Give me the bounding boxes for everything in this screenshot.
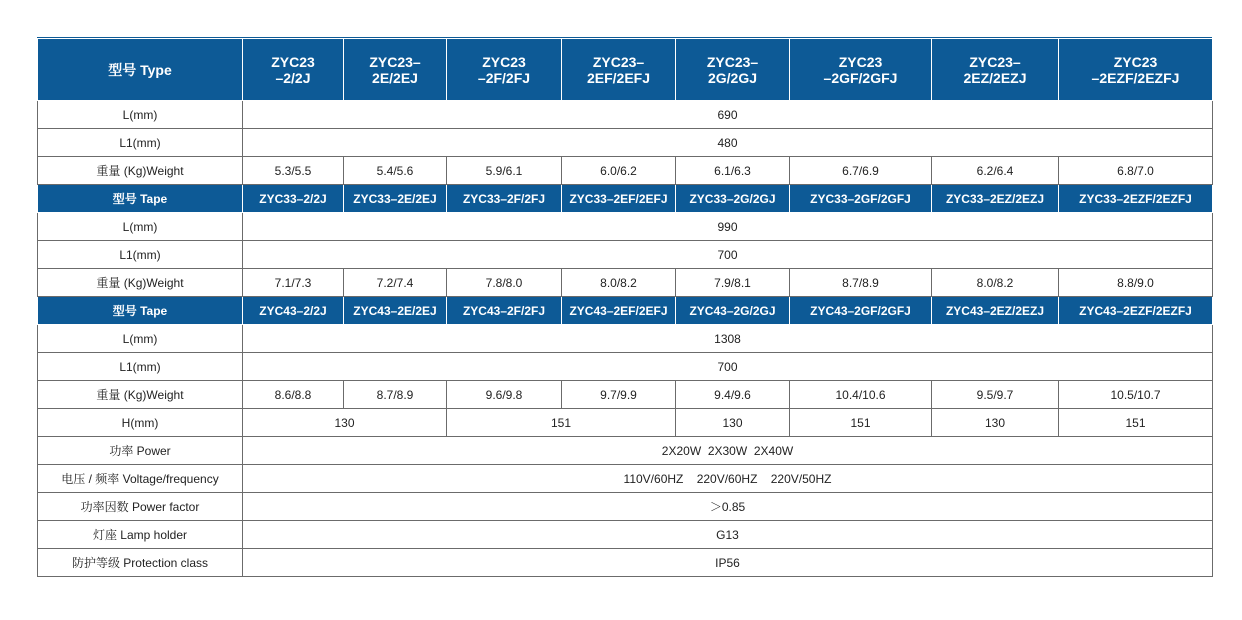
model-subheader: ZYC43–2F/2FJ [447, 297, 562, 325]
model-header: ZYC23 –2EZF/2EZFJ [1059, 39, 1213, 101]
table-row [38, 409, 1213, 437]
table-row [38, 353, 1213, 381]
cell-value: 130 [676, 409, 790, 437]
header-row [38, 39, 1213, 101]
cell-value: 2X20W 2X30W 2X40W [243, 437, 1213, 465]
row-label: 功率 Power [38, 437, 243, 465]
table-row [38, 241, 1213, 269]
cell-value: 5.4/5.6 [344, 157, 447, 185]
cell-value: 130 [243, 409, 447, 437]
row-label: 重量 (Kg)Weight [38, 381, 243, 409]
row-label: L(mm) [38, 101, 243, 129]
cell-value: 6.2/6.4 [932, 157, 1059, 185]
cell-value: 8.8/9.0 [1059, 269, 1213, 297]
cell-value: 690 [243, 101, 1213, 129]
cell-value: 9.6/9.8 [447, 381, 562, 409]
subheader-row [38, 297, 1213, 325]
table-row [38, 549, 1213, 577]
table-row [38, 213, 1213, 241]
cell-value: 990 [243, 213, 1213, 241]
model-subheader: ZYC43–2EZ/2EZJ [932, 297, 1059, 325]
model-subheader: ZYC33–2/2J [243, 185, 344, 213]
table-row [38, 521, 1213, 549]
row-label: 重量 (Kg)Weight [38, 269, 243, 297]
table-row [38, 129, 1213, 157]
cell-value: 151 [447, 409, 676, 437]
row-label: H(mm) [38, 409, 243, 437]
cell-value: 10.4/10.6 [790, 381, 932, 409]
cell-value: 130 [932, 409, 1059, 437]
row-label: 防护等级 Protection class [38, 549, 243, 577]
table-row [38, 381, 1213, 409]
table-row [38, 325, 1213, 353]
cell-value: 480 [243, 129, 1213, 157]
cell-value: 8.0/8.2 [932, 269, 1059, 297]
cell-value: 1308 [243, 325, 1213, 353]
model-header: ZYC23 –2GF/2GFJ [790, 39, 932, 101]
cell-value: 10.5/10.7 [1059, 381, 1213, 409]
cell-value: 700 [243, 241, 1213, 269]
cell-value: IP56 [243, 549, 1213, 577]
cell-value: 7.1/7.3 [243, 269, 344, 297]
row-label: L1(mm) [38, 241, 243, 269]
table-row [38, 465, 1213, 493]
table-row [38, 437, 1213, 465]
cell-value: 9.5/9.7 [932, 381, 1059, 409]
model-subheader: ZYC43–2/2J [243, 297, 344, 325]
table-row [38, 101, 1213, 129]
cell-value: 7.8/8.0 [447, 269, 562, 297]
row-label: 电压 / 频率 Voltage/frequency [38, 465, 243, 493]
cell-value: 8.7/8.9 [344, 381, 447, 409]
subheader-row [38, 185, 1213, 213]
cell-value: 9.4/9.6 [676, 381, 790, 409]
model-subheader: ZYC33–2EF/2EFJ [562, 185, 676, 213]
cell-value: 110V/60HZ 220V/60HZ 220V/50HZ [243, 465, 1213, 493]
model-subheader: ZYC33–2F/2FJ [447, 185, 562, 213]
cell-value: 8.0/8.2 [562, 269, 676, 297]
cell-value: 6.8/7.0 [1059, 157, 1213, 185]
cell-value: 6.7/6.9 [790, 157, 932, 185]
cell-value: 8.6/8.8 [243, 381, 344, 409]
model-subheader: ZYC43–2GF/2GFJ [790, 297, 932, 325]
model-subheader: ZYC33–2EZ/2EZJ [932, 185, 1059, 213]
spec-table [37, 38, 1213, 577]
cell-value: 5.3/5.5 [243, 157, 344, 185]
model-subheader: ZYC33–2E/2EJ [344, 185, 447, 213]
type-header-label: 型号 Type [38, 39, 243, 101]
model-header: ZYC23 –2/2J [243, 39, 344, 101]
table-row [38, 269, 1213, 297]
cell-value: ＞0.85 [243, 493, 1213, 521]
model-header: ZYC23– 2EF/2EFJ [562, 39, 676, 101]
model-subheader: ZYC33–2GF/2GFJ [790, 185, 932, 213]
cell-value: 9.7/9.9 [562, 381, 676, 409]
cell-value: 6.1/6.3 [676, 157, 790, 185]
model-subheader: ZYC43–2E/2EJ [344, 297, 447, 325]
cell-value: 6.0/6.2 [562, 157, 676, 185]
cell-value: 7.2/7.4 [344, 269, 447, 297]
cell-value: G13 [243, 521, 1213, 549]
row-label: L(mm) [38, 325, 243, 353]
model-subheader: ZYC43–2G/2GJ [676, 297, 790, 325]
table-row [38, 157, 1213, 185]
type-subheader-label: 型号 Tape [38, 185, 243, 213]
model-subheader: ZYC43–2EF/2EFJ [562, 297, 676, 325]
model-header: ZYC23 –2F/2FJ [447, 39, 562, 101]
row-label: L1(mm) [38, 129, 243, 157]
row-label: 重量 (Kg)Weight [38, 157, 243, 185]
row-label: L(mm) [38, 213, 243, 241]
cell-value: 7.9/8.1 [676, 269, 790, 297]
cell-value: 5.9/6.1 [447, 157, 562, 185]
cell-value: 151 [790, 409, 932, 437]
table-row [38, 493, 1213, 521]
row-label: 功率因数 Power factor [38, 493, 243, 521]
type-subheader-label: 型号 Tape [38, 297, 243, 325]
model-subheader: ZYC33–2EZF/2EZFJ [1059, 185, 1213, 213]
cell-value: 700 [243, 353, 1213, 381]
model-header: ZYC23– 2E/2EJ [344, 39, 447, 101]
model-header: ZYC23– 2G/2GJ [676, 39, 790, 101]
model-subheader: ZYC33–2G/2GJ [676, 185, 790, 213]
cell-value: 151 [1059, 409, 1213, 437]
row-label: L1(mm) [38, 353, 243, 381]
model-subheader: ZYC43–2EZF/2EZFJ [1059, 297, 1213, 325]
model-header: ZYC23– 2EZ/2EZJ [932, 39, 1059, 101]
cell-value: 8.7/8.9 [790, 269, 932, 297]
row-label: 灯座 Lamp holder [38, 521, 243, 549]
